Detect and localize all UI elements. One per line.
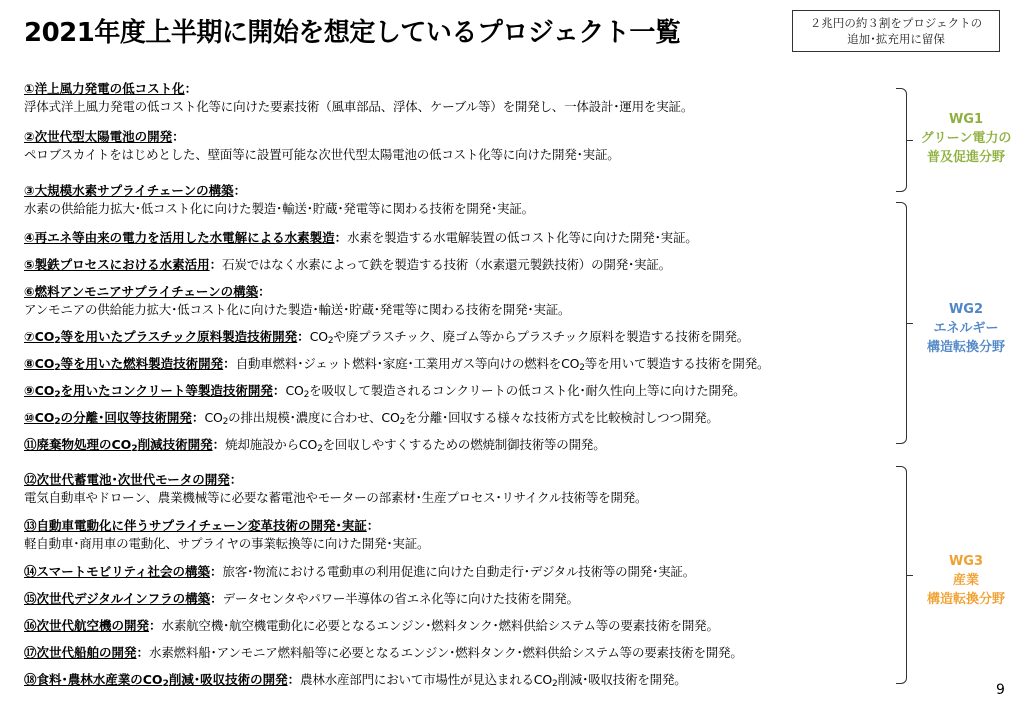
project-description: $CO_2$を吸収して製造されるコンクリートの低コスト化･耐久性向上等に向けた開発。 xyxy=(285,383,746,400)
wg1-line-2: 普及促進分野 xyxy=(926,150,1005,165)
project-description: データセンタやパワー半導体の省エネ化等に向けた技術を開発。 xyxy=(222,591,579,606)
reserve-note-line-1: ２兆円の約３割をプロジェクトの xyxy=(809,16,983,30)
project-item-16: ⑯次世代航空機の開発：水素航空機･航空機電動化に必要となるエンジン･燃料タンク･燃料供給システム等の要素技術を開発。 xyxy=(24,618,719,633)
reserve-note xyxy=(792,10,1000,52)
wg3-line-1: 産業 xyxy=(952,573,979,588)
project-item-7: $⑦CO_2$等を用いたプラスチック原料製造技術開発：$CO_2$や廃プラスチック、廃ゴム等からプラスチック原料を製造する技術を開発。 xyxy=(24,329,750,346)
project-heading: $⑨CO_2$を用いたコンクリート等製造技術開発 xyxy=(24,383,273,400)
project-heading: ②次世代型太陽電池の開発 xyxy=(24,129,173,144)
project-description: 浮体式洋上風力発電の低コスト化等に向けた要素技術（風車部品、浮体、ケーブル等）を開発し、一体設計･運用を実証。 xyxy=(24,99,694,114)
project-item-14: ⑭スマートモビリティ社会の構築：旅客･物流における電動車の利用促進に向けた自動走行･デジタル技術等の開発･実証。 xyxy=(24,564,696,579)
project-description: 旅客･物流における電動車の利用促進に向けた自動走行･デジタル技術等の開発･実証。 xyxy=(222,564,696,579)
project-item-4: ④再エネ等由来の電力を活用した水電解による水素製造：水素を製造する水電解装置の低コスト化等に向けた開発･実証。 xyxy=(24,230,698,245)
reserve-note-line-2: 追加･拡充用に留保 xyxy=(847,32,945,46)
wg2-line-2: 構造転換分野 xyxy=(926,340,1005,355)
wg1-line-1: グリーン電力の xyxy=(920,131,1012,146)
project-description: 軽自動車･商用車の電動化、サプライヤの事業転換等に向けた開発･実証。 xyxy=(24,536,430,551)
project-item-6: ⑥燃料アンモニアサプライチェーンの構築： アンモニアの供給能力拡大･低コスト化に向けた製造･輸送･貯蔵･発電等に関わる技術を開発･実証。 xyxy=(24,283,904,319)
wg2-label xyxy=(912,300,1020,357)
project-heading: ④再エネ等由来の電力を活用した水電解による水素製造 xyxy=(24,230,335,245)
project-heading: ⑯次世代航空機の開発 xyxy=(24,618,150,633)
project-description: アンモニアの供給能力拡大･低コスト化に向けた製造･輸送･貯蔵･発電等に関わる技術を開発･実証。 xyxy=(24,302,571,317)
project-heading: ⑭スマートモビリティ社会の構築 xyxy=(24,564,211,579)
project-heading: $⑩CO_2$の分離･回収等技術開発 xyxy=(24,410,192,427)
project-item-11: ⑪廃棄物処理の$CO_2$削減技術開発：焼却施設から$CO_2$を回収しやすくするための燃焼制御技術等の開発。 xyxy=(24,437,606,454)
page-title: 2021年度上半期に開始を想定しているプロジェクト一覧 xyxy=(24,18,681,48)
project-description: 水素を製造する水電解装置の低コスト化等に向けた開発･実証。 xyxy=(347,230,698,245)
project-heading: $⑧CO_2$等を用いた燃料製造技術開発 xyxy=(24,356,224,373)
project-description: 農林水産部門において市場性が見込まれる$CO_2$削減･吸収技術を開発。 xyxy=(300,672,687,689)
project-heading: ①洋上風力発電の低コスト化 xyxy=(24,81,185,96)
project-heading: ⑰次世代船舶の開発 xyxy=(24,645,137,660)
project-item-5: ⑤製鉄プロセスにおける水素活用：石炭ではなく水素によって鉄を製造する技術（水素還元製鉄技術）の開発･実証。 xyxy=(24,257,671,272)
wg1-name: WG1 xyxy=(948,112,984,127)
wg2-bracket xyxy=(896,202,907,444)
project-item-1: ①洋上風力発電の低コスト化： 浮体式洋上風力発電の低コスト化等に向けた要素技術（風車部品、浮体、ケーブル等）を開発し、一体設計･運用を実証。 xyxy=(24,80,904,116)
wg2-name: WG2 xyxy=(948,302,984,317)
project-heading: ⑱食料･農林水産業の$CO_2$削減･吸収技術の開発 xyxy=(24,672,288,689)
wg3-bracket xyxy=(896,466,907,684)
project-item-9: $⑨CO_2$を用いたコンクリート等製造技術開発：$CO_2$を吸収して製造されるコンクリートの低コスト化･耐久性向上等に向けた開発。 xyxy=(24,383,746,400)
page-number: 9 xyxy=(996,682,1005,698)
project-item-17: ⑰次世代船舶の開発：水素燃料船･アンモニア燃料船等に必要となるエンジン･燃料タンク･燃料供給システム等の要素技術を開発。 xyxy=(24,645,743,660)
project-item-12: ⑫次世代蓄電池･次世代モータの開発： 電気自動車やドローン、農業機械等に必要な蓄電池やモーターの部素材･生産プロセス･リサイクル技術等を開発。 xyxy=(24,471,904,507)
project-heading: ⑬自動車電動化に伴うサプライチェーン変革技術の開発･実証 xyxy=(24,518,367,533)
project-heading: ⑤製鉄プロセスにおける水素活用 xyxy=(24,257,210,272)
project-heading: ⑪廃棄物処理の$CO_2$削減技術開発 xyxy=(24,437,213,454)
project-description: 石炭ではなく水素によって鉄を製造する技術（水素還元製鉄技術）の開発･実証。 xyxy=(222,257,671,272)
project-description: 水素航空機･航空機電動化に必要となるエンジン･燃料タンク･燃料供給システム等の要素技術を開発。 xyxy=(161,618,719,633)
wg3-name: WG3 xyxy=(948,554,984,569)
project-description: 電気自動車やドローン、農業機械等に必要な蓄電池やモーターの部素材･生産プロセス･リサイクル技術等を開発。 xyxy=(24,490,648,505)
project-heading: ⑥燃料アンモニアサプライチェーンの構築 xyxy=(24,284,259,299)
project-description: 水素燃料船･アンモニア燃料船等に必要となるエンジン･燃料タンク･燃料供給システム等の要素技術を開発。 xyxy=(149,645,743,660)
project-heading: ⑮次世代デジタルインフラの構築 xyxy=(24,591,211,606)
project-heading: ③大規模水素サプライチェーンの構築 xyxy=(24,183,234,198)
wg1-label xyxy=(912,110,1020,167)
wg2-line-1: エネルギー xyxy=(933,321,999,336)
project-description: $CO_2$の排出規模･濃度に合わせ、$CO_2$を分離･回収する様々な技術方式を比較検討しつつ開発。 xyxy=(204,410,719,427)
project-heading: ⑫次世代蓄電池･次世代モータの開発 xyxy=(24,472,230,487)
project-description: $CO_2$や廃プラスチック、廃ゴム等からプラスチック原料を製造する技術を開発。 xyxy=(309,329,750,346)
project-heading: $⑦CO_2$等を用いたプラスチック原料製造技術開発 xyxy=(24,329,298,346)
project-description: 自動車燃料･ジェット燃料･家庭･工業用ガス等向けの燃料を$CO_2$等を用いて製造する技術を開発。 xyxy=(235,356,770,373)
project-item-8: $⑧CO_2$等を用いた燃料製造技術開発：自動車燃料･ジェット燃料･家庭･工業用ガス等向けの燃料を$CO_2$等を用いて製造する技術を開発。 xyxy=(24,356,770,373)
wg1-bracket xyxy=(896,88,907,192)
project-description: 水素の供給能力拡大･低コスト化に向けた製造･輸送･貯蔵･発電等に関わる技術を開発･実証。 xyxy=(24,201,534,216)
project-description: ペロブスカイトをはじめとした、壁面等に設置可能な次世代型太陽電池の低コスト化等に向けた開発･実証。 xyxy=(24,147,620,162)
project-item-3: ③大規模水素サプライチェーンの構築： 水素の供給能力拡大･低コスト化に向けた製造･輸送･貯蔵･発電等に関わる技術を開発･実証。 xyxy=(24,182,904,218)
project-description: 焼却施設から$CO_2$を回収しやすくするための燃焼制御技術等の開発。 xyxy=(225,437,606,454)
project-item-13: ⑬自動車電動化に伴うサプライチェーン変革技術の開発･実証： 軽自動車･商用車の電動化、サプライヤの事業転換等に向けた開発･実証。 xyxy=(24,517,904,553)
project-item-15: ⑮次世代デジタルインフラの構築：データセンタやパワー半導体の省エネ化等に向けた技術を開発。 xyxy=(24,591,579,606)
project-item-10: $⑩CO_2$の分離･回収等技術開発：$CO_2$の排出規模･濃度に合わせ、$CO_2$を分離･回収する様々な技術方式を比較検討しつつ開発。 xyxy=(24,410,719,427)
wg3-label xyxy=(912,552,1020,609)
project-item-2: ②次世代型太陽電池の開発： ペロブスカイトをはじめとした、壁面等に設置可能な次世代型太陽電池の低コスト化等に向けた開発･実証。 xyxy=(24,128,904,164)
project-item-18: ⑱食料･農林水産業の$CO_2$削減･吸収技術の開発：農林水産部門において市場性が見込まれる$CO_2$削減･吸収技術を開発。 xyxy=(24,672,687,689)
wg3-line-2: 構造転換分野 xyxy=(926,592,1005,607)
